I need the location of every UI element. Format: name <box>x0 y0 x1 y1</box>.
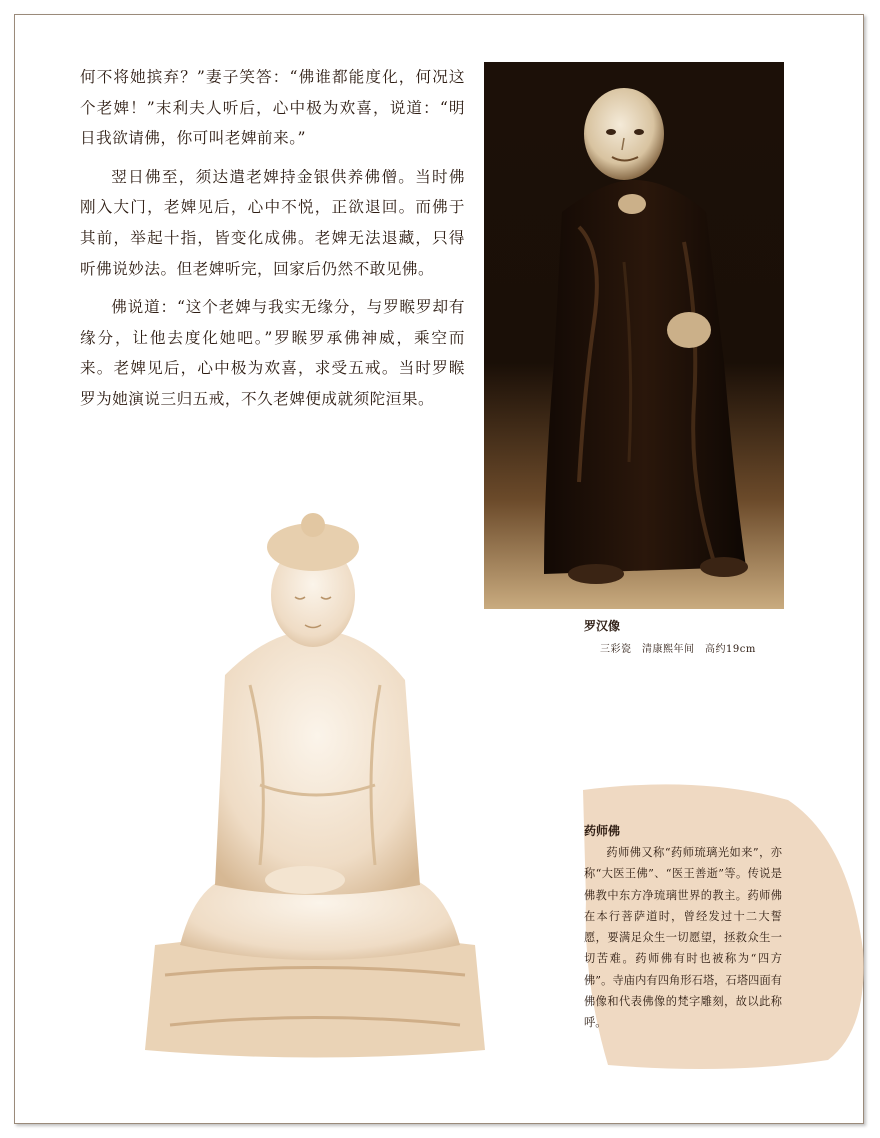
sidebar-paragraph: 药师佛又称“药师琉璃光如来”，亦称“大医王佛”、“医王善逝”等。传说是佛教中东方净琉璃世界的教主。药师佛在本行菩萨道时，曾经发过十二大誓愿，要满足众生一切愿望，拯救众生一切苦难。药师佛有时也被称为“四方佛”。寺庙内有四角形石塔，石塔四面有佛像和代表佛像的梵字雕刻，故以此称呼。 <box>584 846 782 1030</box>
paragraph: 佛说道：“这个老婢与我实无缘分，与罗睺罗却有缘分，让他去度化她吧。”罗睺罗承佛神威，乘空而来。老婢见后，心中极为欢喜，求受五戒。当时罗睺罗为她演说三归五戒，不久老婢便成就须陀洹果。 <box>80 298 465 408</box>
arhat-statue-illustration <box>484 62 784 609</box>
sidebar-text <box>584 842 782 1034</box>
arhat-caption-detail: 三彩瓷 清康熙年间 高约19cm <box>600 644 756 655</box>
main-text-block <box>80 62 465 423</box>
paragraph: 翌日佛至，须达遣老婢持金银供养佛僧。当时佛刚入大门，老婢见后，心中不悦，正欲退回。而佛于其前，举起十指，皆变化成佛。老婢无法退藏，只得听佛说妙法。但老婢听完，回家后仍然不敢见佛。 <box>80 167 465 278</box>
sidebar-title: 药师佛 <box>584 824 621 838</box>
buddha-statue-photo <box>140 505 490 1065</box>
arhat-statue-photo <box>484 62 784 609</box>
buddha-statue-illustration <box>140 505 490 1065</box>
arhat-caption-title: 罗汉像 <box>584 619 621 633</box>
paragraph: 何不将她摈弃？”妻子笑答：“佛谁都能度化，何况这个老婢！”末利夫人听后，心中极为欢喜，说道：“明日我欲请佛，你可叫老婢前来。” <box>80 68 465 148</box>
